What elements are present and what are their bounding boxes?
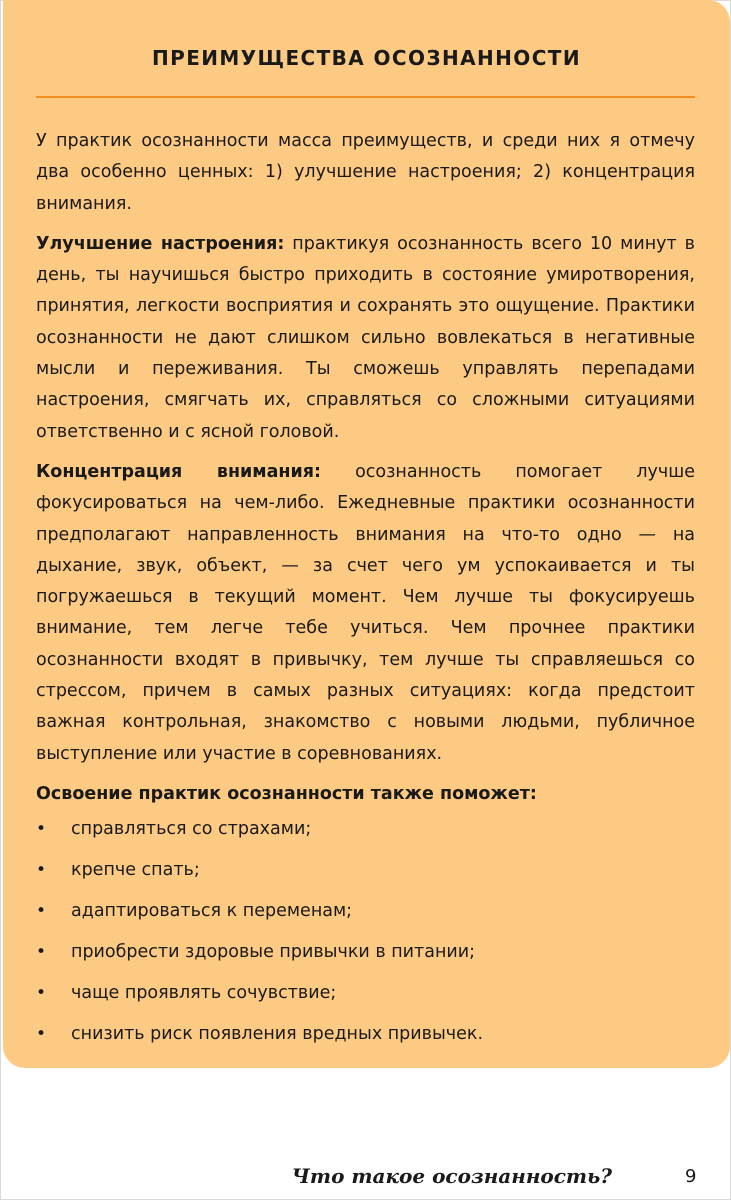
focus-label: Концентрация внимания:	[36, 461, 322, 482]
list-item	[36, 814, 695, 855]
page-number: 9	[685, 1166, 697, 1187]
focus-paragraph	[36, 457, 695, 770]
bullet-icon: •	[36, 1024, 47, 1045]
box-content	[36, 126, 695, 1060]
bullet-icon: •	[36, 942, 47, 963]
list-item	[36, 937, 695, 978]
title-divider	[36, 96, 695, 98]
mood-text: практикуя осознанность всего 10 минут в день, ты научишься быстро приходить в состояние умиротворения, принятия, легкости восприятия и сохранять это ощущение. Практики осознанности не дают слишком сильно вовлекаться в негативные мысли и переживания. Ты сможешь управлять перепадами настроения, смягчать их, справляться со сложными ситуациями ответственно и с ясной головой.	[36, 233, 695, 442]
list-item	[36, 896, 695, 937]
list-item-text: чаще проявлять сочувствие;	[71, 983, 337, 1004]
running-footer-title: Что такое осознанность?	[291, 1164, 612, 1188]
info-box	[3, 0, 730, 1068]
bullet-icon: •	[36, 819, 47, 840]
list-item	[36, 855, 695, 896]
list-item-text: снизить риск появления вредных привычек.	[71, 1024, 484, 1045]
list-heading: Освоение практик осознанности также поможет:	[36, 783, 537, 804]
mood-label: Улучшение настроения:	[36, 233, 285, 254]
focus-text: осознанность помогает лучше фокусироваться на чем-либо. Ежедневные практики осознанности предполагают направленность внимания на что-то одно — на дыхание, звук, объект, — за счет чего ум успокаивается и ты погружаешься в текущий момент. Чем лучше ты фокусируешь внимание, тем легче тебе учиться. Чем прочнее практики осознанности входят в привычку, тем лучше ты справляешься со стрессом, причем в самых разных ситуациях: когда предстоит важная контрольная, знакомство с новыми людьми, публичное выступление или участие в соревнованиях.	[36, 461, 695, 764]
list-item-text: приобрести здоровые привычки в питании;	[71, 942, 476, 963]
mood-paragraph	[36, 229, 695, 448]
box-title: ПРЕИМУЩЕСТВА ОСОЗНАННОСТИ	[152, 46, 581, 70]
benefits-list	[36, 814, 695, 1060]
list-item	[36, 1019, 695, 1060]
bullet-icon: •	[36, 983, 47, 1004]
intro-paragraph: У практик осознанности масса преимуществ, и среди них я отмечу два особенно ценных: 1) улучшение настроения; 2) концентрация внимания.	[36, 131, 695, 214]
list-item	[36, 978, 695, 1019]
list-item-text: справляться со страхами;	[71, 819, 312, 840]
list-item-text: крепче спать;	[71, 860, 200, 881]
bullet-icon: •	[36, 901, 47, 922]
list-item-text: адаптироваться к переменам;	[71, 901, 353, 922]
bullet-icon: •	[36, 860, 47, 881]
